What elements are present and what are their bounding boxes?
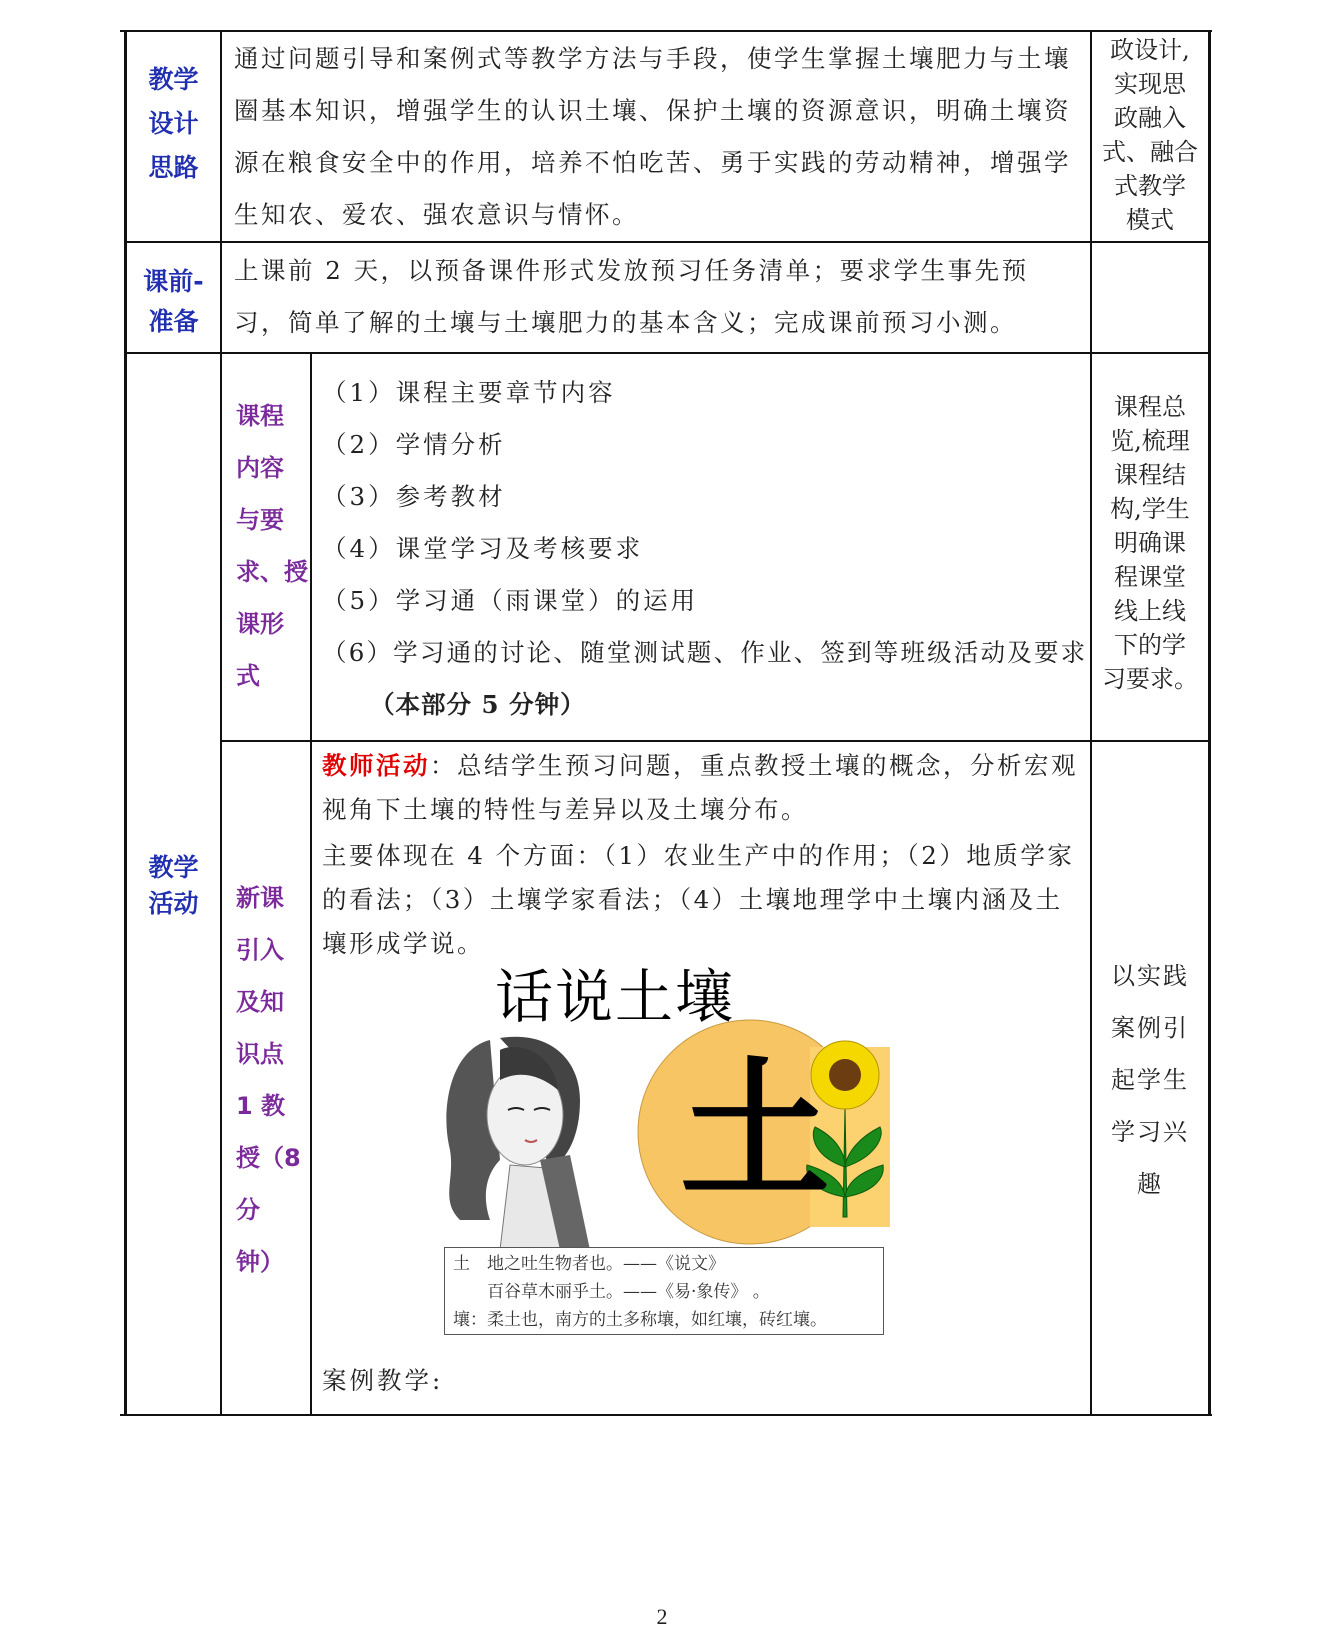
side-line: 下的学 <box>1114 631 1186 659</box>
side-line: 式教学 <box>1114 172 1186 200</box>
table-border-bottom <box>120 1414 1212 1416</box>
table-border-right <box>1208 30 1211 1416</box>
course-item: （3）参考教材 <box>322 482 506 511</box>
table-border-top <box>120 30 1212 32</box>
course-item: （5）学习通（雨课堂）的运用 <box>322 586 699 615</box>
design-label-line: 设计 <box>148 109 199 138</box>
course-label-line: 与要 <box>236 506 284 534</box>
activity-label-line: 教学 <box>148 853 199 882</box>
side-line: 课程结 <box>1114 461 1186 489</box>
lesson-label-line: 钟） <box>236 1248 284 1276</box>
side-line: 实现思 <box>1114 70 1186 98</box>
slide-title: 话说土壤 <box>495 963 736 1031</box>
course-label-line: 课程 <box>236 402 284 430</box>
design-label-line: 教学 <box>148 65 199 94</box>
activity-label-line: 活动 <box>148 889 199 918</box>
side-line: 览,梳理 <box>1110 427 1190 455</box>
design-label-line: 思路 <box>148 153 199 182</box>
col-divider-2 <box>310 352 312 1416</box>
teacher-activity-label: 教师活动 <box>322 751 430 780</box>
lesson-label-line: 1 教 <box>236 1092 286 1120</box>
lesson-side-note <box>1096 950 1204 1210</box>
row-divider-3 <box>220 740 1210 742</box>
col-divider-1 <box>220 30 222 1416</box>
lesson-label-line: 分 <box>236 1196 260 1224</box>
side-line: 构,学生 <box>1110 495 1190 523</box>
page-number: 2 <box>656 1604 668 1629</box>
design-side-note <box>1096 33 1204 237</box>
side-line: 明确课 <box>1114 529 1186 557</box>
side-line: 习要求。 <box>1102 665 1198 693</box>
activity-label <box>127 850 220 922</box>
side-line: 政设计, <box>1110 36 1190 64</box>
quote-line: 壤：柔土也，南方的土多称壤，如红壤，砖红壤。 <box>453 1310 827 1330</box>
slide-image <box>430 962 940 1342</box>
course-side-note <box>1096 390 1204 696</box>
course-label-line: 式 <box>236 662 260 690</box>
case-teaching-label: 案例教学: <box>322 1366 444 1395</box>
course-time-note: （本部分 5 分钟） <box>370 690 586 719</box>
quote-line: 土 地之吐生物者也。——《说文》 <box>453 1254 725 1274</box>
quote-line: 百谷草木丽乎土。——《易·象传》 。 <box>453 1282 770 1302</box>
side-line: 起学生 <box>1111 1066 1189 1094</box>
new-lesson-label <box>236 872 308 1288</box>
aspects-text: 主要体现在 4 个方面：（1）农业生产中的作用；（2）地质学家的看法；（3）土壤学家看法；（4）土壤地理学中土壤内涵及土壤形成学说。 <box>322 841 1075 958</box>
course-item: （4）课堂学习及考核要求 <box>322 534 644 563</box>
prep-label-line: 课前- <box>143 267 204 296</box>
col-divider-3 <box>1090 30 1092 1416</box>
portrait-illustration <box>430 1020 600 1250</box>
course-item: （2）学情分析 <box>322 430 506 459</box>
lesson-label-line: 新课 <box>236 884 284 912</box>
side-line: 模式 <box>1126 206 1174 234</box>
design-text: 通过问题引导和案例式等教学方法与手段，使学生掌握土壤肥力与土壤圈基本知识，增强学生的认识土壤、保护土壤的资源意识，明确土壤资源在粮食安全中的作用，培养不怕吃苦、勇于实践的劳动精神，增强学生知农、爱农、强农意识与情怀。 <box>234 44 1071 229</box>
lesson-label-line: 识点 <box>236 1040 284 1068</box>
teacher-activity-text <box>322 744 1082 832</box>
lesson-label-line: 授（8 <box>236 1144 301 1172</box>
side-line: 政融入 <box>1114 104 1186 132</box>
course-label-line: 求、授 <box>236 558 308 586</box>
side-line: 式、融合 <box>1102 138 1198 166</box>
course-label-line: 课形 <box>236 610 284 638</box>
course-label-line: 内容 <box>236 454 284 482</box>
side-line: 线上线 <box>1114 597 1186 625</box>
side-line: 学习兴 <box>1111 1118 1189 1146</box>
prep-label <box>127 262 220 342</box>
table-border-left <box>124 30 127 1416</box>
course-item: （1）课程主要章节内容 <box>322 378 616 407</box>
prep-text: 上课前 2 天，以预备课件形式发放预习任务清单；要求学生事先预习，简单了解的土壤与土壤肥力的基本含义；完成课前预习小测。 <box>234 256 1029 337</box>
prep-label-line: 准备 <box>148 307 199 336</box>
row-divider-1 <box>124 241 1210 243</box>
slide-big-char: 土 <box>680 1045 831 1219</box>
row-divider-2 <box>124 352 1210 354</box>
lesson-label-line: 及知 <box>236 988 284 1016</box>
course-content-label <box>236 390 308 702</box>
quotes-box <box>444 1247 884 1335</box>
side-line: 以实践 <box>1111 962 1189 990</box>
side-line: 课程总 <box>1114 393 1186 421</box>
teacher-activity-body: ：总结学生预习问题，重点教授土壤的概念，分析宏观视角下土壤的特性与差异以及土壤分布。 <box>322 751 1078 824</box>
course-item: （6）学习通的讨论、随堂测试题、作业、签到等班级活动及要求 <box>322 638 1088 667</box>
side-line: 案例引 <box>1111 1014 1189 1042</box>
lesson-label-line: 引入 <box>236 936 284 964</box>
side-line: 趣 <box>1137 1170 1163 1198</box>
design-label <box>127 58 220 190</box>
side-line: 程课堂 <box>1114 563 1186 591</box>
